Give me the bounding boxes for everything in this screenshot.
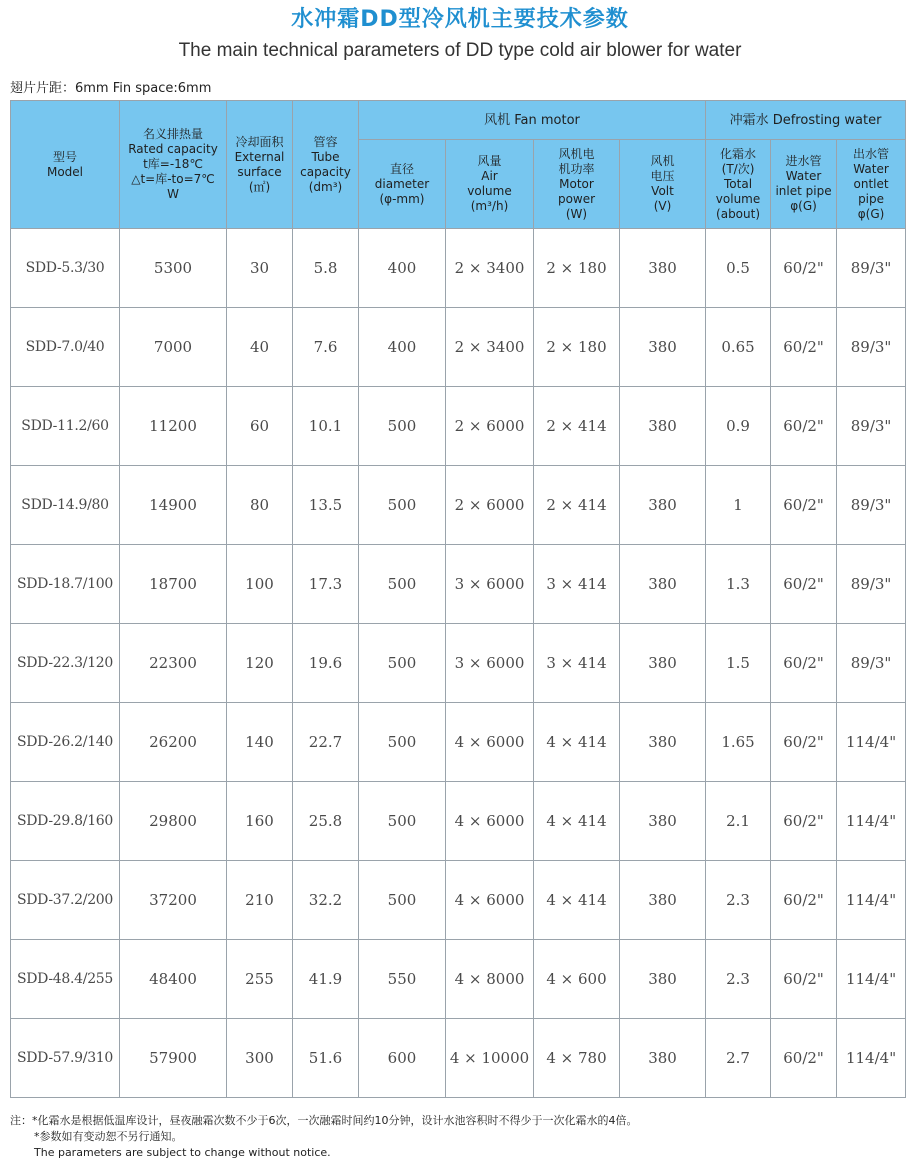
tube-capacity-cell: 51.6	[293, 1019, 359, 1098]
inlet-pipe-cell: 60/2"	[771, 940, 837, 1019]
volt-cell: 380	[620, 545, 706, 624]
header-defrosting-water: 冲霜水 Defrosting water	[706, 101, 906, 140]
motor-power-cell: 2 × 414	[534, 387, 620, 466]
motor-power-cell: 3 × 414	[534, 545, 620, 624]
rated-capacity-cell: 14900	[120, 466, 227, 545]
motor-power-cell: 4 × 414	[534, 861, 620, 940]
air-volume-cell: 2 × 6000	[446, 387, 534, 466]
rated-capacity-cell: 7000	[120, 308, 227, 387]
volt-cell: 380	[620, 861, 706, 940]
header-outlet-pipe: 出水管 Water ontlet pipe φ(G)	[837, 140, 906, 229]
volt-cell: 380	[620, 466, 706, 545]
model-cell: SDD-11.2/60	[11, 387, 120, 466]
outlet-pipe-cell: 114/4"	[837, 1019, 906, 1098]
inlet-pipe-cell: 60/2"	[771, 387, 837, 466]
total-volume-cell: 2.1	[706, 782, 771, 861]
table-row	[11, 1019, 906, 1098]
inlet-pipe-cell: 60/2"	[771, 703, 837, 782]
model-cell: SDD-5.3/30	[11, 229, 120, 308]
diameter-cell: 500	[359, 624, 446, 703]
motor-power-cell: 3 × 414	[534, 624, 620, 703]
volt-cell: 380	[620, 703, 706, 782]
table-body	[11, 229, 906, 1098]
tube-capacity-cell: 22.7	[293, 703, 359, 782]
table-row	[11, 466, 906, 545]
inlet-pipe-cell: 60/2"	[771, 861, 837, 940]
footnote-defrost: 注：*化霜水是根据低温库设计，昼夜融霜次数不少于6次，一次融霜时间约10分钟，设计水池容积时不得少于一次化霜水的4倍。	[10, 1114, 638, 1127]
diameter-cell: 500	[359, 782, 446, 861]
outlet-pipe-cell: 89/3"	[837, 624, 906, 703]
spec-table	[10, 100, 906, 1098]
motor-power-cell: 4 × 414	[534, 703, 620, 782]
header-fan-motor: 风机 Fan motor	[359, 101, 706, 140]
footnotes	[10, 1113, 638, 1161]
diameter-cell: 500	[359, 466, 446, 545]
diameter-cell: 600	[359, 1019, 446, 1098]
model-cell: SDD-14.9/80	[11, 466, 120, 545]
model-cell: SDD-18.7/100	[11, 545, 120, 624]
air-volume-cell: 4 × 6000	[446, 861, 534, 940]
total-volume-cell: 0.65	[706, 308, 771, 387]
air-volume-cell: 4 × 10000	[446, 1019, 534, 1098]
inlet-pipe-cell: 60/2"	[771, 466, 837, 545]
motor-power-cell: 4 × 414	[534, 782, 620, 861]
tube-capacity-cell: 32.2	[293, 861, 359, 940]
outlet-pipe-cell: 114/4"	[837, 782, 906, 861]
inlet-pipe-cell: 60/2"	[771, 229, 837, 308]
model-cell: SDD-22.3/120	[11, 624, 120, 703]
surface-cell: 120	[227, 624, 293, 703]
volt-cell: 380	[620, 1019, 706, 1098]
fin-space-label: 翅片片距：6mm Fin space:6mm	[10, 81, 212, 96]
model-cell: SDD-48.4/255	[11, 940, 120, 1019]
model-cell: SDD-26.2/140	[11, 703, 120, 782]
rated-capacity-cell: 48400	[120, 940, 227, 1019]
outlet-pipe-cell: 89/3"	[837, 545, 906, 624]
surface-cell: 80	[227, 466, 293, 545]
rated-capacity-cell: 18700	[120, 545, 227, 624]
footnote-change-en: The parameters are subject to change without notice.	[34, 1146, 331, 1159]
inlet-pipe-cell: 60/2"	[771, 624, 837, 703]
volt-cell: 380	[620, 387, 706, 466]
total-volume-cell: 2.3	[706, 861, 771, 940]
tube-capacity-cell: 13.5	[293, 466, 359, 545]
surface-cell: 40	[227, 308, 293, 387]
footnote-change-cn: *参数如有变动恕不另行通知。	[34, 1130, 183, 1143]
rated-capacity-cell: 37200	[120, 861, 227, 940]
diameter-cell: 500	[359, 861, 446, 940]
total-volume-cell: 2.3	[706, 940, 771, 1019]
tube-capacity-cell: 17.3	[293, 545, 359, 624]
table-row	[11, 703, 906, 782]
outlet-pipe-cell: 114/4"	[837, 703, 906, 782]
header-external-surface: 冷却面积 External surface (㎡)	[227, 101, 293, 229]
tube-capacity-cell: 41.9	[293, 940, 359, 1019]
total-volume-cell: 0.9	[706, 387, 771, 466]
air-volume-cell: 2 × 6000	[446, 466, 534, 545]
header-model: 型号 Model	[11, 101, 120, 229]
header-motor-power: 风机电 机功率 Motor power (W)	[534, 140, 620, 229]
tube-capacity-cell: 25.8	[293, 782, 359, 861]
total-volume-cell: 0.5	[706, 229, 771, 308]
header-diameter: 直径 diameter (φ-mm)	[359, 140, 446, 229]
total-volume-cell: 1.65	[706, 703, 771, 782]
air-volume-cell: 4 × 8000	[446, 940, 534, 1019]
outlet-pipe-cell: 114/4"	[837, 861, 906, 940]
header-rated-capacity: 名义排热量 Rated capacity t库=-18℃ △t=库-to=7℃ W	[120, 101, 227, 229]
volt-cell: 380	[620, 940, 706, 1019]
air-volume-cell: 3 × 6000	[446, 624, 534, 703]
surface-cell: 300	[227, 1019, 293, 1098]
tube-capacity-cell: 10.1	[293, 387, 359, 466]
table-row	[11, 861, 906, 940]
air-volume-cell: 2 × 3400	[446, 229, 534, 308]
rated-capacity-cell: 29800	[120, 782, 227, 861]
volt-cell: 380	[620, 624, 706, 703]
model-cell: SDD-37.2/200	[11, 861, 120, 940]
motor-power-cell: 2 × 414	[534, 466, 620, 545]
header-inlet-pipe: 进水管 Water inlet pipe φ(G)	[771, 140, 837, 229]
volt-cell: 380	[620, 229, 706, 308]
table-row	[11, 229, 906, 308]
table-row	[11, 940, 906, 1019]
volt-cell: 380	[620, 308, 706, 387]
motor-power-cell: 2 × 180	[534, 308, 620, 387]
surface-cell: 140	[227, 703, 293, 782]
motor-power-cell: 4 × 780	[534, 1019, 620, 1098]
header-volt: 风机 电压 Volt (V)	[620, 140, 706, 229]
diameter-cell: 400	[359, 308, 446, 387]
rated-capacity-cell: 5300	[120, 229, 227, 308]
air-volume-cell: 3 × 6000	[446, 545, 534, 624]
rated-capacity-cell: 22300	[120, 624, 227, 703]
total-volume-cell: 1	[706, 466, 771, 545]
diameter-cell: 500	[359, 387, 446, 466]
outlet-pipe-cell: 114/4"	[837, 940, 906, 1019]
diameter-cell: 550	[359, 940, 446, 1019]
surface-cell: 60	[227, 387, 293, 466]
tube-capacity-cell: 19.6	[293, 624, 359, 703]
air-volume-cell: 2 × 3400	[446, 308, 534, 387]
inlet-pipe-cell: 60/2"	[771, 782, 837, 861]
surface-cell: 210	[227, 861, 293, 940]
inlet-pipe-cell: 60/2"	[771, 308, 837, 387]
outlet-pipe-cell: 89/3"	[837, 387, 906, 466]
header-tube-capacity: 管容 Tube capacity (dm³)	[293, 101, 359, 229]
inlet-pipe-cell: 60/2"	[771, 545, 837, 624]
table-row	[11, 624, 906, 703]
header-air-volume: 风量 Air volume (m³/h)	[446, 140, 534, 229]
surface-cell: 100	[227, 545, 293, 624]
header-total-volume: 化霜水 (T/次) Total volume (about)	[706, 140, 771, 229]
rated-capacity-cell: 11200	[120, 387, 227, 466]
inlet-pipe-cell: 60/2"	[771, 1019, 837, 1098]
motor-power-cell: 2 × 180	[534, 229, 620, 308]
table-row	[11, 308, 906, 387]
page-subtitle: The main technical parameters of DD type cold air blower for water	[178, 40, 742, 61]
diameter-cell: 500	[359, 703, 446, 782]
diameter-cell: 400	[359, 229, 446, 308]
air-volume-cell: 4 × 6000	[446, 782, 534, 861]
model-cell: SDD-29.8/160	[11, 782, 120, 861]
volt-cell: 380	[620, 782, 706, 861]
table-row	[11, 387, 906, 466]
model-cell: SDD-7.0/40	[11, 308, 120, 387]
tube-capacity-cell: 5.8	[293, 229, 359, 308]
tube-capacity-cell: 7.6	[293, 308, 359, 387]
surface-cell: 160	[227, 782, 293, 861]
rated-capacity-cell: 57900	[120, 1019, 227, 1098]
outlet-pipe-cell: 89/3"	[837, 466, 906, 545]
diameter-cell: 500	[359, 545, 446, 624]
outlet-pipe-cell: 89/3"	[837, 229, 906, 308]
model-cell: SDD-57.9/310	[11, 1019, 120, 1098]
table-row	[11, 782, 906, 861]
total-volume-cell: 1.5	[706, 624, 771, 703]
motor-power-cell: 4 × 600	[534, 940, 620, 1019]
rated-capacity-cell: 26200	[120, 703, 227, 782]
outlet-pipe-cell: 89/3"	[837, 308, 906, 387]
surface-cell: 255	[227, 940, 293, 1019]
surface-cell: 30	[227, 229, 293, 308]
page-title: 水冲霜DD型冷风机主要技术参数	[291, 7, 629, 32]
air-volume-cell: 4 × 6000	[446, 703, 534, 782]
table-row	[11, 545, 906, 624]
total-volume-cell: 1.3	[706, 545, 771, 624]
total-volume-cell: 2.7	[706, 1019, 771, 1098]
